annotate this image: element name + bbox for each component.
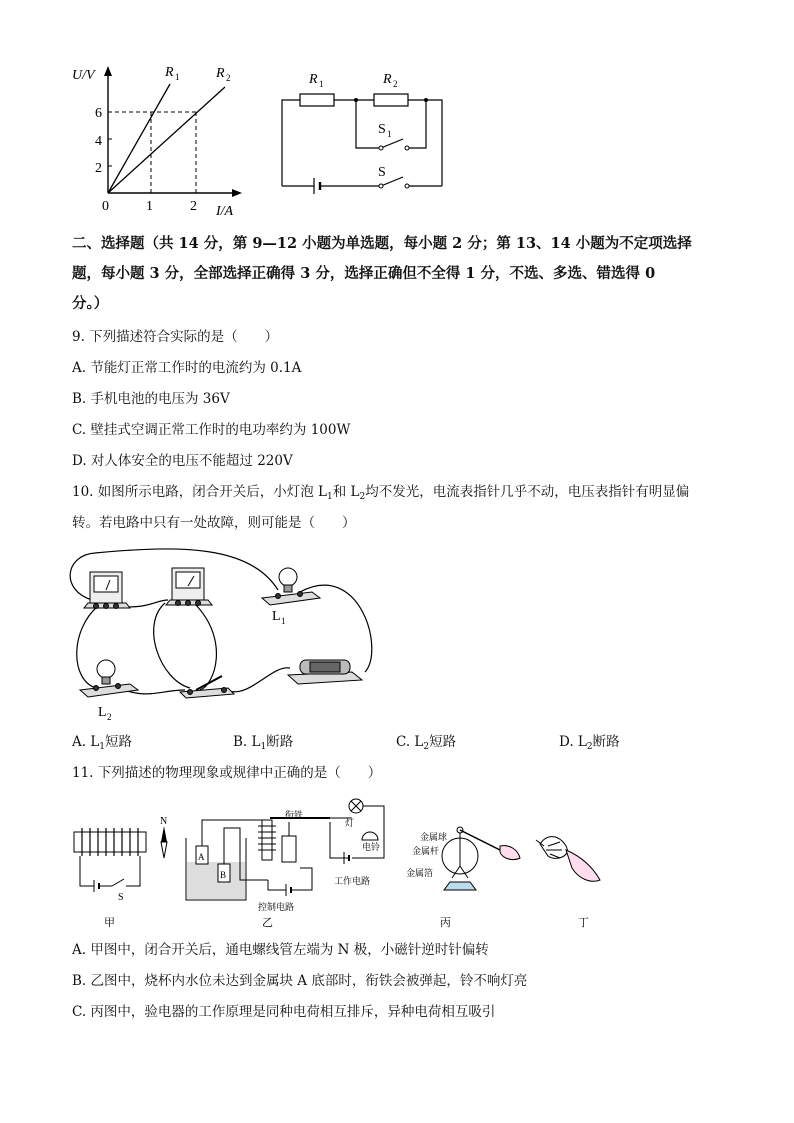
compass-n-label: N <box>160 816 168 827</box>
u-i-graph <box>60 55 260 225</box>
lamp-l2 <box>80 660 138 697</box>
line-r2 <box>108 87 225 193</box>
figure-ding-charged-strips <box>536 837 600 882</box>
figure-bing-caption: 丙 <box>440 917 451 929</box>
lamp-l1 <box>262 568 320 605</box>
q10-stem: 10. 如图所示电路，闭合开关后，小灯泡 $L_1$和 $L_2$均不发光，电流表指针几乎不动，电压表指针有明显偏 <box>72 484 690 502</box>
x-tick-label: 2 <box>190 199 197 214</box>
block-b-label: B <box>220 870 227 880</box>
line-r1 <box>108 84 170 193</box>
line-r2-label: R <box>216 66 225 81</box>
ball-label: 金属球 <box>420 832 448 842</box>
q9-option-c: C. 壁挂式空调正常工作时的电功率约为 100W <box>72 422 351 438</box>
q10-option-a: A. $L_1$短路 <box>72 734 133 752</box>
q10-option-b: B. $L_1$断路 <box>233 734 294 752</box>
lamp-label: 灯 <box>345 818 355 828</box>
wire <box>225 668 290 692</box>
l2-label: L <box>98 705 107 720</box>
s1-sub: 1 <box>387 129 392 139</box>
battery-holder <box>288 660 362 684</box>
q10-stem-line2: 转。若电路中只有一处故障，则可能是（ ） <box>72 515 356 531</box>
r1-label: R <box>309 72 318 87</box>
bell-label: 电铃 <box>362 842 381 852</box>
q10-option-d: D. $L_2$断路 <box>559 734 620 752</box>
control-circuit-label: 控制电路 <box>258 902 295 912</box>
y-tick-label: 2 <box>95 161 102 176</box>
s-label: S <box>378 165 386 180</box>
y-tick-label: 4 <box>95 134 102 149</box>
top-circuit-diagram <box>270 60 460 200</box>
q10-option-c: C. $L_2$短路 <box>396 734 457 752</box>
q11-option-b: B. 乙图中，烧杯内水位未达到金属块 A 底部时，衔铁会被弹起，铃不响灯亮 <box>72 973 528 989</box>
block-a-label: A <box>198 852 205 862</box>
q11-figures <box>60 790 620 930</box>
line-r1-label: R <box>165 65 174 80</box>
x-axis-label: I/A <box>216 204 234 219</box>
r2-sub: 2 <box>393 79 398 89</box>
rod-label: 金属杆 <box>412 846 440 856</box>
foil-label: 金属箔 <box>406 868 434 878</box>
r1-sub: 1 <box>319 79 324 89</box>
q10-circuit-illustration <box>60 540 390 730</box>
q9-option-d: D. 对人体安全的电压不能超过 220V <box>72 453 293 469</box>
line-r2-sub: 2 <box>226 73 231 83</box>
figure-bing-electroscope <box>442 827 520 890</box>
figure-ding-caption: 丁 <box>578 917 589 929</box>
switch-s1 <box>381 139 403 148</box>
armature-label: 衔铁 <box>285 810 304 820</box>
q11-option-c: C. 丙图中，验电器的工作原理是同种电荷相互排斥，异种电荷相互吸引 <box>72 1004 496 1020</box>
wire <box>195 604 216 690</box>
voltmeter <box>166 568 212 606</box>
q9-stem: 9. 下列描述符合实际的是（ ） <box>72 329 279 345</box>
r2-label: R <box>383 72 392 87</box>
compass-needle <box>161 826 167 858</box>
l2-sub: 2 <box>107 712 112 722</box>
l1-label: L <box>272 609 281 624</box>
resistor-r1 <box>300 94 334 106</box>
figure-jia-caption: 甲 <box>104 917 115 929</box>
q9-option-b: B. 手机电池的电压为 36V <box>72 391 230 407</box>
s1-label: S <box>378 122 386 137</box>
section-heading-line: 二、选择题（共 14 分，第 9—12 小题为单选题，每小题 2 分；第 13、14 小题为不定项选择 <box>72 235 692 252</box>
q9-option-a: A. 节能灯正常工作时的电流约为 0.1A <box>72 360 302 376</box>
wire <box>77 606 98 688</box>
resistor-r2 <box>374 94 408 106</box>
q11-option-a: A. 甲图中，闭合开关后，通电螺线管左端为 N 极，小磁针逆时针偏转 <box>72 942 489 958</box>
figure-yi-caption: 乙 <box>262 917 273 929</box>
ammeter <box>84 572 130 609</box>
bell <box>362 832 378 840</box>
line-r1-sub: 1 <box>175 72 180 82</box>
x-tick-label: 1 <box>146 199 153 214</box>
q11-stem: 11. 下列描述的物理现象或规律中正确的是（ ） <box>72 765 382 781</box>
y-axis-label: U/V <box>72 68 95 83</box>
y-tick-label: 6 <box>95 106 102 121</box>
switch-s-label: S <box>118 892 124 903</box>
origin-label: 0 <box>102 199 109 214</box>
wire <box>154 603 190 688</box>
work-circuit-label: 工作电路 <box>334 876 371 886</box>
l1-sub: 1 <box>281 616 286 626</box>
section-heading-line: 分。） <box>72 295 109 312</box>
figure-jia-solenoid <box>74 828 146 892</box>
section-heading-line: 题，每小题 3 分，全部选择正确得 3 分，选择正确但不全得 1 分，不选、多选、错选得 0 <box>72 265 656 282</box>
